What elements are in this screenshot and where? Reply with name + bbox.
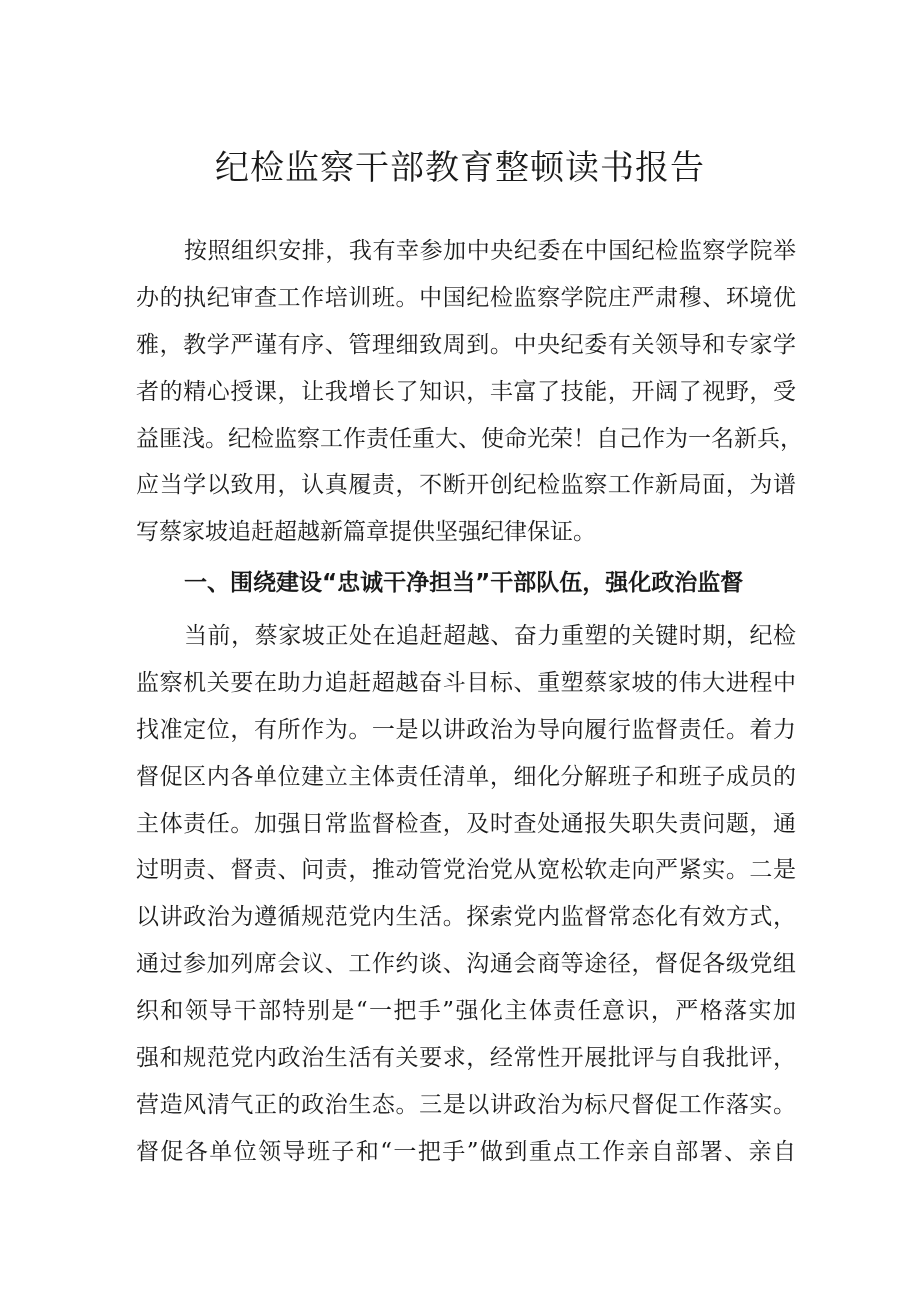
paragraph-line: 雅，教学严谨有序、管理细致周到。中央纪委有关领导和专家学 xyxy=(136,331,796,358)
paragraph-line: 写蔡家坡追赶超越新篇章提供坚强纪律保证。 xyxy=(136,519,596,546)
paragraph-line: 应当学以致用，认真履责，不断开创纪检监察工作新局面，为谱 xyxy=(136,472,796,499)
paragraph-line: 织和领导干部特别是“一把手”强化主体责任意识，严格落实加 xyxy=(136,998,796,1025)
paragraph-line: 找准定位，有所作为。一是以讲政治为导向履行监督责任。着力 xyxy=(136,716,796,743)
document-title: 纪检监察干部教育整顿读书报告 xyxy=(215,148,705,188)
paragraph-line: 以讲政治为遵循规范党内生活。探索党内监督常态化有效方式， xyxy=(136,904,796,931)
paragraph-line: 者的精心授课，让我增长了知识，丰富了技能，开阔了视野，受 xyxy=(136,378,796,405)
paragraph-line: 营造风清气正的政治生态。三是以讲政治为标尺督促工作落实。 xyxy=(136,1091,796,1118)
paragraph-line: 按照组织安排，我有幸参加中央纪委在中国纪检监察学院举 xyxy=(184,238,796,264)
section-heading: 一、围绕建设“忠诚干净担当”干部队伍，强化政治监督 xyxy=(184,570,744,596)
paragraph-line: 督促各单位领导班子和“一把手”做到重点工作亲自部署、亲自 xyxy=(136,1138,796,1165)
paragraph-line: 强和规范党内政治生活有关要求，经常性开展批评与自我批评， xyxy=(136,1045,796,1072)
paragraph-line: 办的执纪审查工作培训班。中国纪检监察学院庄严肃穆、环境优 xyxy=(136,284,796,311)
paragraph-line: 监察机关要在助力追赶超越奋斗目标、重塑蔡家坡的伟大进程中 xyxy=(136,669,796,696)
paragraph-line: 当前，蔡家坡正处在追赶超越、奋力重塑的关键时期，纪检 xyxy=(184,623,796,649)
paragraph-line: 过明责、督责、问责，推动管党治党从宽松软走向严紧实。二是 xyxy=(136,857,796,884)
paragraph-line: 通过参加列席会议、工作约谈、沟通会商等途径，督促各级党组 xyxy=(136,951,796,978)
paragraph-line: 益匪浅。纪检监察工作责任重大、使命光荣！自己作为一名新兵， xyxy=(136,425,803,452)
section-paragraph xyxy=(136,613,796,1176)
intro-paragraph xyxy=(136,228,803,556)
paragraph-line: 督促区内各单位建立主体责任清单，细化分解班子和班子成员的 xyxy=(136,763,796,790)
paragraph-line: 主体责任。加强日常监督检查，及时查处通报失职失责问题，通 xyxy=(136,810,796,837)
